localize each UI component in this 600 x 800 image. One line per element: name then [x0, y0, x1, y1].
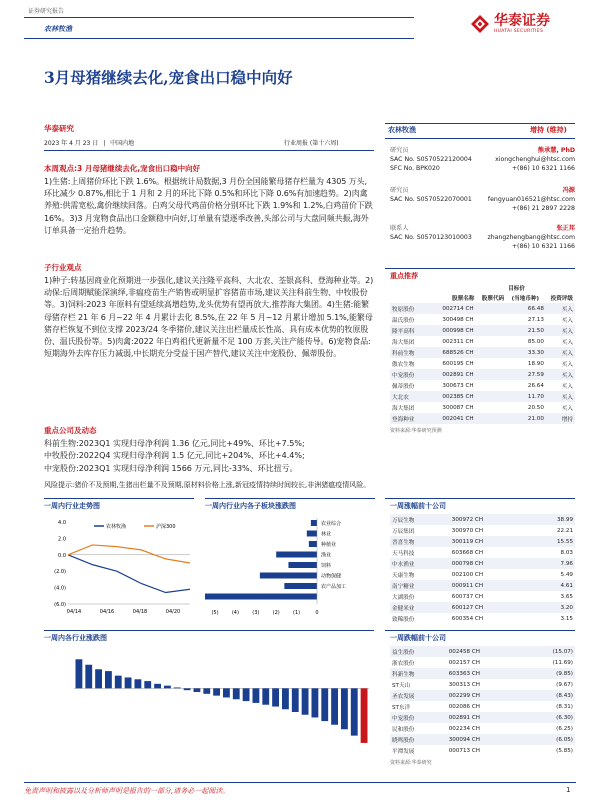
report-type: 行业周报 (第十六周): [284, 140, 339, 147]
table-row: 隆平高科 000998 CH 21.50 买入: [390, 325, 575, 336]
chart2: [205, 514, 375, 623]
sub-industry-section: [44, 262, 374, 360]
table-row: 天康生物 002100 CH 5.49: [392, 571, 573, 579]
category-label: 动物保健: [321, 573, 342, 580]
table-row: 天马科技 603668 CH 8.03: [392, 549, 573, 557]
bar: [331, 688, 338, 724]
table-row: 万辰生物 300972 CH 38.99: [390, 514, 575, 525]
table-row: 万辰集团 300970 CH 22.21: [392, 527, 573, 535]
bar: [282, 688, 289, 709]
bar: [351, 688, 358, 735]
bar: [233, 688, 240, 699]
x-tick-label: (5): [211, 610, 219, 616]
table-row: 平潭发展 000713 CH (5.85): [392, 747, 573, 755]
org-name: 华泰研究: [44, 124, 74, 133]
x-tick-label: 04/18: [132, 609, 148, 615]
bar: [311, 520, 317, 526]
bar: [154, 684, 161, 689]
report-date: 2023 年 4 月 23 日: [44, 140, 99, 147]
report-date-line: 2023 年 4 月 23 日 | 中国内地: [44, 140, 135, 147]
analyst-block: 研究员 冯源 SAC No. S0570522070001 fengyuan016521@htsc.com +(86) 21 2897 2228: [390, 187, 575, 212]
footer-disclaimer: 免责声明和披露以及分析师声明是报告的一部分,请务必一起阅读。: [24, 787, 230, 795]
summary-section: [44, 163, 374, 237]
bar: [292, 688, 299, 712]
bar: [307, 531, 317, 537]
table-row: 科前生物 688526 CH 33.30 买入: [390, 347, 575, 358]
recommend-heading: 重点推荐: [390, 272, 418, 280]
table-row: 中水渔业 000798 CH 7.96: [390, 558, 575, 569]
y-tick-label: (6.0): [54, 602, 66, 608]
bar: [243, 688, 250, 701]
bar: [284, 583, 317, 589]
category-label: 农林牧渔: [44, 25, 72, 33]
x-tick-label: 04/14: [66, 609, 82, 615]
gainers-table: [390, 514, 575, 624]
report-region: 中国内地: [110, 140, 135, 147]
table-row: 大北农 002385 CH 11.70 买入: [390, 391, 575, 402]
table-row: 致稀股份 600354 CH 3.15: [392, 615, 573, 623]
bar: [105, 671, 112, 688]
table-row: 牧原股份 002714 CH 66.48 买入: [390, 303, 575, 314]
table-row: 傲农生物 600195 CH 18.90 买入: [392, 360, 573, 368]
huatai-logo-icon: [470, 14, 490, 34]
bar: [203, 688, 210, 693]
category-label: 林业: [321, 531, 332, 538]
legend-label: 农林牧渔: [106, 524, 127, 530]
table-row: 科新生物 603363 CH (9.85): [390, 668, 575, 679]
x-tick-label: (3): [252, 610, 260, 616]
brand-name-en: HUATAI SECURITIES: [494, 29, 544, 34]
bar: [312, 688, 319, 717]
x-tick-label: 0: [315, 610, 319, 616]
bar: [341, 688, 348, 729]
bar: [144, 681, 151, 688]
table-row: ST东洋 002086 CH (8.31): [392, 703, 573, 711]
losers-source: 资料来源:华泰研究: [390, 760, 432, 766]
bar: [288, 562, 317, 568]
report-title: 3月母猪继续去化,宠食出口稳中向好: [44, 68, 293, 87]
table-row: 登海种业 002041 CH 21.00 增持: [390, 413, 575, 424]
y-tick-label: 4.0: [58, 520, 66, 526]
chart1: [44, 514, 194, 623]
table-row: 晓鸣股份 300094 CH (6.05): [390, 734, 575, 745]
bar: [164, 686, 171, 689]
table-row: 南宁糖业 000911 CH 4.61: [390, 580, 575, 591]
table-row: 金健米业 600127 CH 3.20: [390, 602, 575, 613]
category-label: 饲料: [321, 563, 332, 569]
x-tick-label: (2): [272, 610, 280, 616]
category-label: 种植业: [321, 542, 337, 548]
bar: [95, 669, 102, 688]
chart3-title: 一周内各行业涨跌图: [44, 633, 107, 642]
company-section: [44, 425, 384, 475]
x-tick-label: (1): [293, 610, 301, 616]
chart1-title: 一周内行业走势图: [44, 501, 100, 510]
bar: [223, 688, 230, 697]
rating-sector: 农林牧渔: [388, 126, 416, 134]
category-label: 渔业: [321, 552, 332, 559]
category-label: 农产品加工: [321, 584, 347, 590]
recommend-source: 资料来源:华泰研究预测: [390, 428, 442, 434]
brand-logo: [470, 14, 550, 34]
bar: [309, 541, 317, 547]
table-row: 佩蒂股份 300673 CH 26.64 买入: [392, 382, 573, 390]
bar: [135, 679, 142, 688]
x-tick-label: (4): [231, 610, 239, 616]
table-row: 中宠股份 002891 CH 27.59 买入: [390, 369, 575, 380]
losers-table: [390, 646, 575, 766]
table-row: 海大集团 002311 CH 85.00 买入: [392, 338, 573, 346]
bar: [260, 573, 317, 579]
losers-heading: 一周跌幅前十公司: [390, 633, 446, 642]
company-row: 中牧股份:2022Q4 实现归母净利润 1.5 亿元,同比+204%、环比+4.4%;: [44, 451, 305, 461]
table-row: 浙农股份 002157 CH (11.69): [392, 659, 573, 667]
legend-label: 沪深300: [156, 524, 176, 530]
y-tick-label: (2.0): [54, 569, 66, 576]
page-number: 1: [566, 786, 571, 794]
company-row: 科前生物:2023Q1 实现归母净利润 1.36 亿元,同比+49%、环比+7.5%;: [44, 439, 305, 448]
y-tick-label: 0.0: [58, 552, 66, 559]
bar: [272, 688, 279, 706]
x-tick-label: 04/20: [165, 609, 181, 615]
table-row: 大湖股份 600737 CH 3.65: [392, 593, 573, 601]
analyst-block: 联系人 张正邦 SAC No. S0570123010003 zhangzhengbang@htsc.com +(86) 10 6321 1166: [390, 225, 575, 250]
bar: [194, 688, 201, 692]
table-row: 晋喜生物 300119 CH 15.55: [390, 536, 575, 547]
bar: [184, 688, 191, 690]
chart2-title: 一周内行业内各子板块涨跌图: [205, 501, 296, 510]
summary-heading: 本周观点:3 月母猪继续去化,宠食出口稳中向好: [44, 164, 201, 173]
doc-type-label: 证券研究报告: [28, 8, 65, 15]
y-tick-label: (4.0): [54, 585, 66, 592]
table-row: 益生股份 002458 CH (15.07): [390, 646, 575, 657]
chart3: [44, 646, 374, 765]
table-row: 中宠股份 002891 CH (6.30): [390, 712, 575, 723]
bar: [125, 677, 132, 688]
analyst-block: 研究员 熊承慧, PhD SAC No. S0570522120004 xiongchenghui@htsc.com SFC No. BPK020 +(86) 10 6321 1166: [390, 147, 575, 172]
bar: [361, 688, 368, 743]
bar: [276, 552, 317, 558]
brand-name: 华泰证券: [494, 13, 550, 29]
bar: [302, 688, 309, 714]
bar: [115, 676, 122, 689]
bar: [174, 687, 181, 688]
bar: [76, 659, 83, 688]
table-row: ST天山 300313 CH (9.67): [392, 681, 573, 689]
table-row: 圣农发展 002299 CH (8.43): [390, 690, 575, 701]
gainers-heading: 一周涨幅前十公司: [390, 501, 446, 510]
company-row: 中宠股份:2023Q1 实现归母净利润 1566 万元,同比-33%、环比扭亏。: [44, 463, 298, 473]
bar: [85, 665, 92, 689]
table-row: 民和股份 002234 CH (6.25): [392, 725, 573, 733]
bar: [205, 594, 317, 600]
rating-value: 增持 (维持): [530, 126, 567, 134]
bar: [321, 688, 328, 721]
series-line: [68, 545, 190, 563]
bar: [213, 688, 220, 695]
summary-text: 1)生猪:上周猪价环比下跌 1.6%。根据统计局数据,3 月份全国能繁母猪存栏量为 4305 万头,环比减少 0.87%,相比于 1 月和 2 月的环比下降 0.5%和环比下降 0.6%有加速趋势。2)肉禽养殖:供需宽松,禽价继续回落。白鸡父母代鸡苗价格分别环比下跌 1.9%和 1.2%,白鸡苗价下跌 16%。3)3 月宠物食品出口金额稳中向好,订单量有望逐季改善,头部公司与大盘同频共振,海外订单具备一定抬升趋势。: [44, 177, 373, 235]
sub-industry-text: 1)种子:转基因商业化预期进一步强化,建议关注隆平高科、大北农、荃银高科、登海种业等。2)动保:后周期赋能深演绎,非瘟疫苗生产销售或明显扩容猪苗市场,建议关注科前生物、中牧股份等。3)饲料:2023 年原料有望延续高增趋势,龙头优势有望再放大,推荐海大集团。4)生猪:能繁母猪存栏 21 年 6 月~22 年 4 月累计去化 8.5%,在 22 年 5 月~12 月累计增加 5.1%,能繁母猪存栏恢复不到位支撑 2023/24 冬季猪价,建议关注出栏量成长性高、具有成本优势的牧原股份、温氏股份等。5)肉禽:2022 年白鸡祖代更新量不足 100 万套,关注产能传导。6)宠物食品:短期海外去库存压力减弱,中长期充分受益于国产替代,建议关注中宠股份、佩蒂股份。: [44, 276, 374, 359]
bar: [262, 688, 269, 704]
x-tick-label: 04/16: [99, 609, 115, 615]
recommend-table: 目标价 股票名称 股票代码 (当地币种) 投资评级 牧原股份 002714 CH 66.48 买入 温氏股份 300498 CH 27.13 买入 隆平高科 000998 CH 21.50 买入 海大集团 002311 CH 85.00 买入 科前生物 688526 CH 33.30 买入 傲农生物 600195 CH 18.90 买入 中宠股份 002891 CH 27.59 买入 佩蒂股份 300673 CH 26.64 买入 大北农 002385 CH 11.70 买入 海大集团 300087 CH 20.50 买入 登海种业 002041 CH 21.00 增持 资料来源:华泰研究预测: [390, 286, 573, 434]
risk-text: 风险提示:猪价不及预期,生猪出栏量不及预期,原材料价格上涨,新冠疫情持续时间较长,非洲猪瘟疫情风险。: [44, 481, 371, 489]
table-row: 海大集团 300087 CH 20.50 买入: [392, 404, 573, 412]
company-heading: 重点公司及动态: [44, 426, 97, 435]
bar: [253, 688, 260, 703]
table-row: 温氏股份 300498 CH 27.13 买入: [392, 316, 573, 324]
y-tick-label: 2.0: [58, 536, 66, 543]
sub-industry-heading: 子行业观点: [44, 263, 82, 272]
category-label: 农业综合: [321, 521, 342, 527]
